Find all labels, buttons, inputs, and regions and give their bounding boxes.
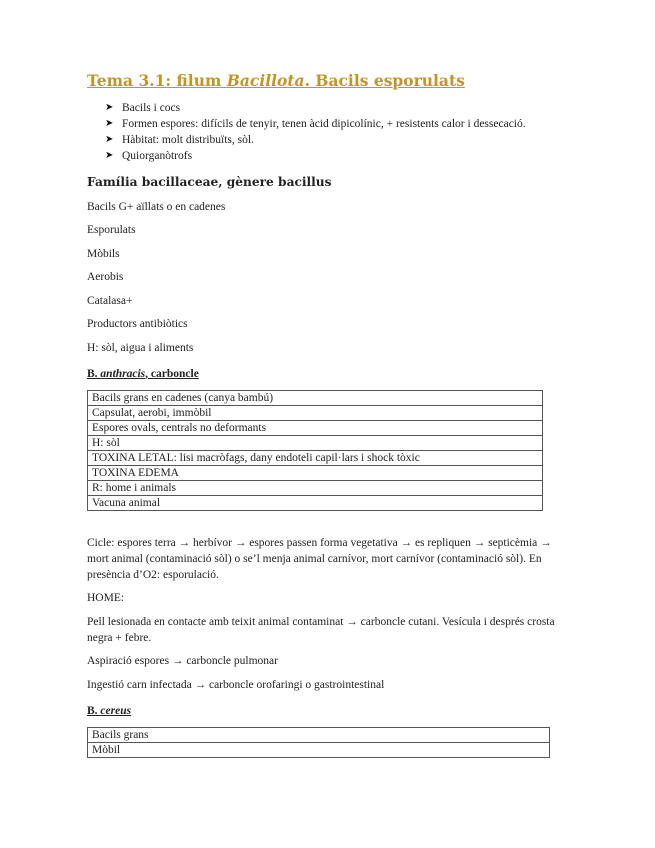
bullet-text: Hàbitat: molt distribuïts, sòl.	[122, 134, 254, 146]
anthracis-prefix: B.	[87, 367, 101, 380]
cereus-prefix: B.	[87, 704, 101, 717]
table-row	[88, 390, 543, 405]
table-row	[88, 742, 550, 757]
anthracis-suffix: , carboncle	[145, 367, 199, 380]
table-cell: Mòbil	[88, 742, 550, 757]
anthracis-species: anthracis	[100, 367, 146, 380]
cycle-paragraph: Cicle: espores terra → herbívor → espores passen forma vegetativa → es repliquen → septicèmia → mort animal (contaminació sòl) o se’l menja animal carnívor, mort carnívor (contaminació sòl). En presència d’O2: esporulació.	[87, 536, 552, 581]
bullet-item	[87, 116, 557, 132]
arrow-bullet-icon: ➤	[105, 134, 114, 145]
cereus-table	[87, 727, 550, 758]
family-property: H: sòl, aigua i aliments	[87, 341, 194, 354]
table-cell: Capsulat, aerobi, immòbil	[88, 405, 543, 420]
anthracis-table	[87, 390, 543, 511]
family-property: Catalasa+	[87, 294, 133, 307]
arrow-bullet-icon: ➤	[105, 150, 114, 161]
cereus-species: cereus	[100, 704, 132, 717]
table-row	[88, 465, 543, 480]
intro-bullet-list	[87, 100, 557, 164]
table-cell: R: home i animals	[88, 480, 543, 495]
bullet-text: Formen espores: difícils de tenyir, tenen àcid dipicolínic, + resistents calor i dessecació.	[122, 118, 526, 130]
cereus-heading	[87, 703, 557, 719]
table-row	[88, 480, 543, 495]
table-cell: H: sòl	[88, 435, 543, 450]
table-cell: Bacils grans	[88, 727, 550, 742]
table-row	[88, 435, 543, 450]
family-property: Mòbils	[87, 247, 120, 260]
table-cell: Bacils grans en cadenes (canya bambú)	[88, 390, 543, 405]
table-row	[88, 450, 543, 465]
title-suffix: . Bacils esporulats	[304, 71, 465, 90]
bullet-item	[87, 148, 557, 164]
home-label: HOME:	[87, 592, 125, 604]
home-item: Aspiració espores → carboncle pulmonar	[87, 655, 278, 667]
family-property: Esporulats	[87, 224, 136, 236]
family-property: Productors antibiòtics	[87, 318, 188, 330]
home-item: Ingestió carn infectada → carboncle orofaringi o gastrointestinal	[87, 678, 385, 691]
bullet-text: Bacils i cocs	[122, 102, 181, 114]
arrow-bullet-icon: ➤	[105, 102, 114, 113]
home-item: Pell lesionada en contacte amb teixit animal contaminat → carboncle cutani. Vesícula i després crosta negra + febre.	[87, 615, 555, 644]
document-page	[87, 70, 557, 758]
table-cell: TOXINA EDEMA	[88, 465, 543, 480]
table-cell: TOXINA LETAL: lisi macròfags, dany endoteli capil·lars i shock tòxic	[88, 450, 543, 465]
page-title	[87, 70, 557, 92]
family-heading: Família bacillaceae, gènere bacillus	[87, 175, 332, 189]
table-cell: Vacuna animal	[88, 495, 543, 510]
anthracis-heading	[87, 366, 557, 382]
table-row	[88, 495, 543, 510]
title-italic: Bacillota	[226, 71, 305, 90]
table-cell: Espores ovals, centrals no deformants	[88, 420, 543, 435]
bullet-item	[87, 132, 557, 148]
table-row	[88, 405, 543, 420]
table-row	[88, 420, 543, 435]
bullet-text: Quiorganòtrofs	[122, 150, 193, 162]
title-prefix: Tema 3.1: filum	[87, 71, 227, 90]
family-property: Bacils G+ aïllats o en cadenes	[87, 200, 226, 213]
table-row	[88, 727, 550, 742]
arrow-bullet-icon: ➤	[105, 118, 114, 129]
family-property: Aerobis	[87, 271, 124, 283]
bullet-item	[87, 100, 557, 116]
